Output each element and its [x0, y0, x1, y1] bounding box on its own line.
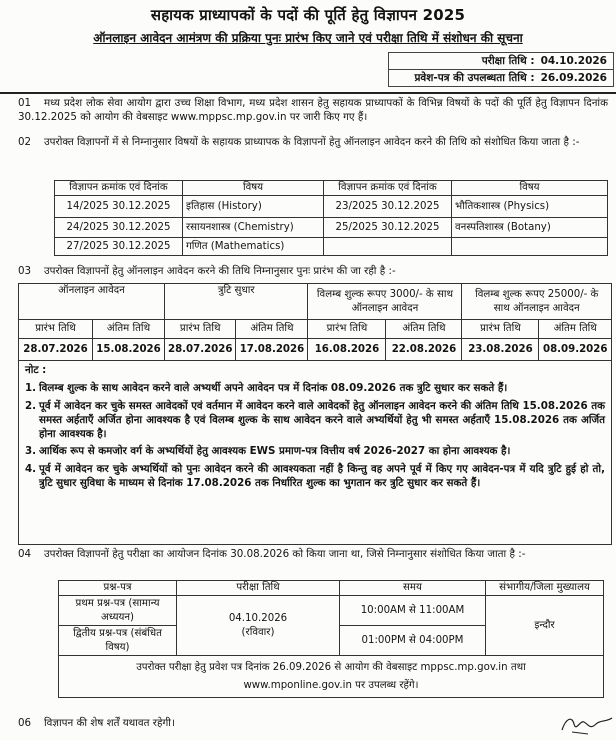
table-header: समय: [340, 581, 486, 596]
table-header: प्रश्न-पत्र: [59, 581, 177, 596]
paragraph-03: [18, 265, 608, 279]
table-cell: गणित (Mathematics): [183, 238, 324, 256]
admit-card-date-label: प्रवेश-पत्र की उपलब्धता तिथि :: [414, 72, 535, 85]
paragraph-text: विज्ञापन की शेष शर्तें यथावत रहेगी।: [44, 717, 175, 729]
paragraph-06: [18, 717, 608, 731]
admit-card-date-row: [389, 70, 613, 86]
paragraph-04: [18, 548, 608, 562]
exam-date-cell: [177, 596, 340, 656]
table-row: [19, 339, 612, 361]
exam-day: (रविवार): [241, 626, 275, 638]
key-dates-box: [388, 52, 614, 87]
signature-icon: [558, 710, 614, 738]
time-cell: 10:00AM से 11:00AM: [340, 596, 486, 626]
exam-date: 04.10.2026: [228, 612, 288, 624]
header-divider: [0, 92, 616, 94]
date-cell: 28.07.2026: [165, 339, 236, 361]
table-row: [55, 218, 608, 238]
notes-box: [18, 361, 612, 545]
sub-header: प्रारंभ तिथि: [165, 320, 236, 339]
group-header: विलम्ब शुल्क रूपए 3000/- के साथ ऑनलाइन आवेदन: [308, 284, 462, 320]
table-cell: भौतिकशास्त्र (Physics): [452, 196, 608, 218]
table-header: संभागीय/जिला मुख्यालय: [486, 581, 604, 596]
sub-header: अंतिम तिथि: [93, 320, 165, 339]
exam-date-label: परीक्षा तिथि :: [481, 55, 535, 67]
paper-cell: द्वितीय प्रश्न-पत्र (संबंधित विषय): [59, 626, 177, 656]
exam-schedule-table: [58, 580, 604, 698]
note-text: पूर्व में आवेदन कर चुके समस्त आवेदकों एवं वर्तमान में आवेदन करने वाले आवेदकों हेतु ऑनलाइन आवेदन करने की अंतिम तिथि 15.08.2026 तक समस्त अर्हताएँ अर्जित होना आवश्यक है एवं विलम्ब शुल्क के साथ आवेदन करने वाले अभ्यर्थियों हेतु भी समस्त अर्हताएँ 15.08.2026 तक अर्जित होना आवश्यक है।: [39, 399, 605, 440]
paragraph-02: [18, 136, 608, 150]
table-cell: वनस्पतिशास्त्र (Botany): [452, 218, 608, 238]
paragraph-number: 04: [18, 548, 32, 560]
note-number: 4.: [25, 463, 37, 476]
paper-cell: प्रथम प्रश्न-पत्र (सामान्य अध्ययन): [59, 596, 177, 626]
sub-header: अंतिम तिथि: [539, 320, 612, 339]
sub-header: प्रारंभ तिथि: [19, 320, 93, 339]
table-cell: इतिहास (History): [183, 196, 324, 218]
note-text: आर्थिक रूप से कमजोर वर्ग के अभ्यर्थियों हेतु आवश्यक EWS प्रमाण-पत्र वित्तीय वर्ष 2026-2027 का होना आवश्यक है।: [39, 445, 511, 458]
group-header: विलम्ब शुल्क रूपए 25000/- के साथ ऑनलाइन आवेदन: [462, 284, 612, 320]
note-text: विलम्ब शुल्क के साथ आवेदन करने वाले अभ्यर्थी अपने आवेदन पत्र में दिनांक 08.09.2026 तक त्रुटि सुधार कर सकते हैं।: [39, 381, 508, 394]
date-cell: 23.08.2026: [462, 339, 539, 361]
admit-card-notice-line: उपरोक्त परीक्षा हेतु प्रवेश पत्र दिनांक 26.09.2026 से आयोग की वेबसाइट mppsc.mp.gov.in तथा: [136, 661, 526, 673]
paragraph-number: 02: [18, 136, 32, 148]
table-header: विज्ञापन क्रमांक एवं दिनांक: [55, 181, 183, 196]
table-cell: रसायनशास्त्र (Chemistry): [183, 218, 324, 238]
sub-header: प्रारंभ तिथि: [462, 320, 539, 339]
time-cell: 01:00PM से 04:00PM: [340, 626, 486, 656]
table-cell: 24/2025 30.12.2025: [55, 218, 183, 238]
note-number: 3.: [25, 445, 37, 458]
paragraph-text: उपरोक्त विज्ञापनों हेतु ऑनलाइन आवेदन करने की तिथि निम्नानुसार पुनः प्रारंभ की जा रही है :-: [44, 265, 396, 277]
center-cell: इन्दौर: [486, 596, 604, 656]
admit-card-notice-line: www.mponline.gov.in पर उपलब्ध रहेंगे।: [243, 679, 419, 691]
note-item: [25, 400, 605, 442]
date-cell: 15.08.2026: [93, 339, 165, 361]
sub-header: अंतिम तिथि: [386, 320, 462, 339]
table-cell: 27/2025 30.12.2025: [55, 238, 183, 256]
table-header: परीक्षा तिथि: [177, 581, 340, 596]
table-cell: 23/2025 30.12.2025: [324, 196, 452, 218]
note-item: [25, 382, 605, 396]
paragraph-text: मध्य प्रदेश लोक सेवा आयोग द्वारा उच्च शिक्षा विभाग, मध्य प्रदेश शासन हेतु सहायक प्राध्यापकों के विभिन्न विषयों के पदों की पूर्ति हेतु विज्ञापन दिनांक 30.12.2025 को आयोग की वेबसाइट www.mppsc.mp.gov.in पर जारी किए गए हैं।: [18, 97, 608, 123]
table-row: [55, 196, 608, 218]
table-header: विषय: [183, 181, 324, 196]
notes-label: नोट :: [25, 364, 47, 376]
table-cell: [452, 238, 608, 256]
table-row: [55, 238, 608, 256]
date-cell: 08.09.2026: [539, 339, 612, 361]
paragraph-text: उपरोक्त विज्ञापनों में से निम्नानुसार विषयों के सहायक प्राध्यापक के विज्ञापनों हेतु ऑनलाइन आवेदन करने की तिथि को संशोधित किया जाता है :-: [44, 136, 580, 148]
note-item: [25, 463, 605, 491]
note-text: पूर्व में आवेदन कर चुके अभ्यर्थियों को पुनः आवेदन करने की आवश्यकता नहीं है किन्तु वह अपने पूर्व में किए गए आवेदन-पत्र में यदि त्रुटि हुई हो तो, त्रुटि सुधार सुविधा के माध्यम से दिनांक 17.08.2026 तक निर्धारित शुल्क का भुगतान कर त्रुटि सुधार कर सकते हैं।: [39, 463, 605, 490]
paragraph-01: [18, 97, 608, 125]
schedule-table: [18, 283, 612, 361]
table-row: [59, 596, 604, 626]
paragraph-number: 01: [18, 97, 32, 109]
exam-date-value: 04.10.2026: [540, 55, 607, 67]
page-subtitle: ऑनलाइन आवेदन आमंत्रण की प्रक्रिया पुनः प्रारंभ किए जाने एवं परीक्षा तिथि में संशोधन की सूचना: [93, 31, 523, 46]
note-item: [25, 445, 605, 459]
paragraph-number: 06: [18, 717, 32, 729]
table-cell: 25/2025 30.12.2025: [324, 218, 452, 238]
group-header: त्रुटि सुधार: [165, 284, 308, 320]
table-header: विषय: [452, 181, 608, 196]
table-cell: 14/2025 30.12.2025: [55, 196, 183, 218]
paragraph-text: उपरोक्त विज्ञापनों हेतु परीक्षा का आयोजन दिनांक 30.08.2026 को किया जाना था, जिसे निम्नानुसार संशोधित किया जाता है :-: [44, 548, 526, 560]
admit-card-notice: [59, 656, 604, 698]
date-cell: 28.07.2026: [19, 339, 93, 361]
date-cell: 16.08.2026: [308, 339, 386, 361]
page-title: सहायक प्राध्यापकों के पदों की पूर्ति हेतु विज्ञापन 2025: [150, 6, 466, 24]
sub-header: अंतिम तिथि: [236, 320, 308, 339]
subjects-table: [54, 180, 608, 256]
exam-date-row: [389, 53, 613, 70]
note-number: 1.: [25, 381, 37, 394]
table-footer-row: [59, 656, 604, 698]
admit-card-date-value: 26.09.2026: [540, 72, 607, 85]
table-header: विज्ञापन क्रमांक एवं दिनांक: [324, 181, 452, 196]
group-header: ऑनलाइन आवेदन: [19, 284, 165, 320]
note-number: 2.: [25, 399, 37, 412]
sub-header: प्रारंभ तिथि: [308, 320, 386, 339]
date-cell: 17.08.2026: [236, 339, 308, 361]
table-cell: [324, 238, 452, 256]
date-cell: 22.08.2026: [386, 339, 462, 361]
paragraph-number: 03: [18, 265, 32, 277]
